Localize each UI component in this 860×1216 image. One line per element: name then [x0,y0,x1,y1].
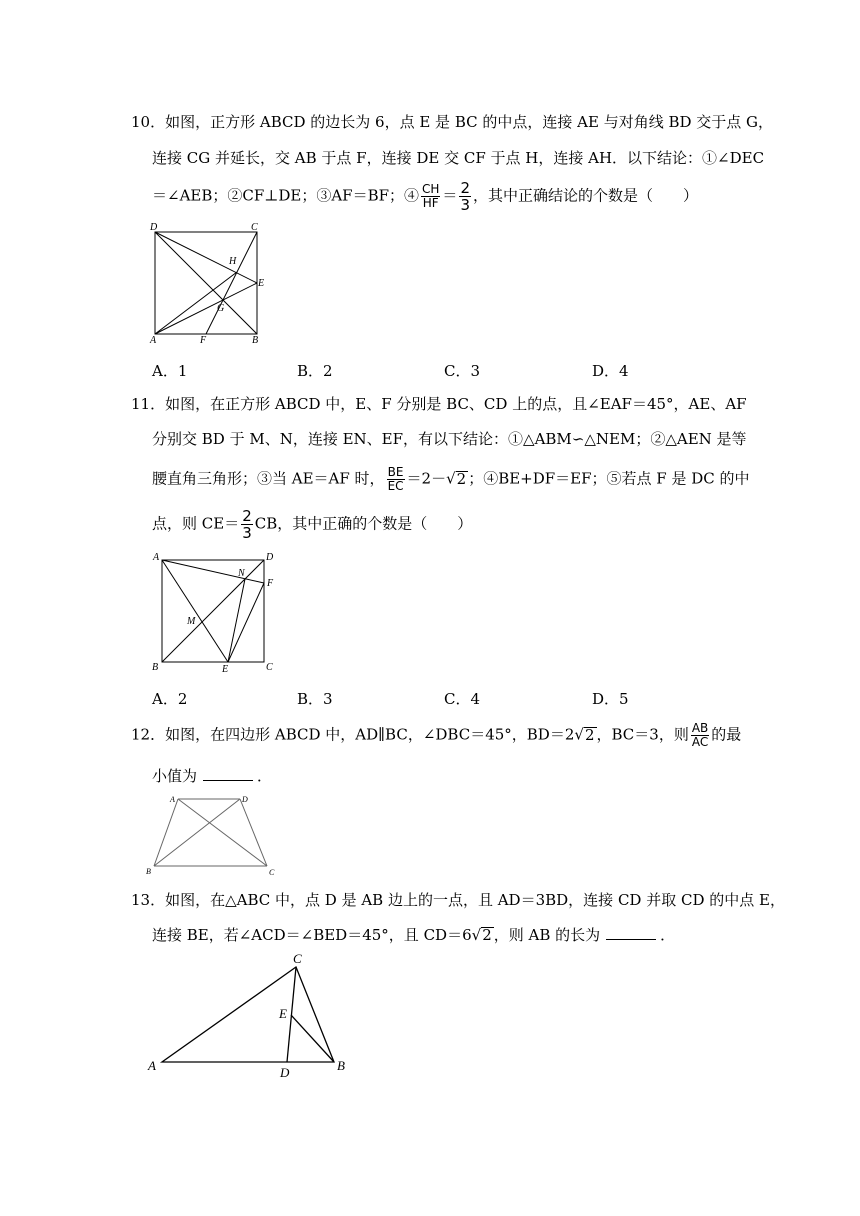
q12-line-1c: 的最 [711,725,742,744]
q13-label-d: D [280,1065,290,1080]
q13-line-2b: ，则 AB 的长为 [493,926,601,944]
q13-label-e: E [279,1006,287,1021]
q11-label-e: E [222,664,229,675]
q10-line-1: 10．如图，正方形 ABCD 的边长为 6，点 E 是 BC 的中点，连接 AE 与对角线 BD 交于点 G， [131,113,774,131]
q11-fraction-be-ec: $\frac{BE}{EC}$ [387,465,404,493]
q10-fraction-ch-hf: $\frac{CH}{HF}$ [422,182,440,210]
q10-label-h: H [229,256,237,267]
q13-label-c: C [293,951,302,966]
q11-fraction-2-3: $\frac{2}{3}$ [242,507,252,542]
q11-option-d[interactable]: D．5 [592,690,629,708]
q11-line-3b: ；④BE+DF＝EF；⑤若点 F 是 DC 的中 [468,469,750,488]
q11-sqrt: 2 [456,469,467,488]
q13-sqrt: 2 [482,926,492,944]
q11-label-m: M [187,616,196,627]
q11-line-4b: CB，其中正确的个数是（ ） [254,514,473,533]
q10-line-2: 连接 CG 并延长，交 AB 于点 F，连接 DE 交 CF 于点 H，连接 AH．以下结论：①∠DEC [152,149,765,167]
q10-line-3b: ，其中正确结论的个数是（ ） [472,186,698,205]
q12-line-1b: ，BC＝3，则 [596,725,689,744]
q11-label-n: N [238,568,245,579]
q11-option-a[interactable]: A．2 [152,690,188,708]
q13-line-2: 连接 BE，若∠ACD＝∠BED＝45°，且 CD＝6√2 ，则 AB 的长为 ． [152,926,676,944]
q10-equals: ＝ [442,186,458,205]
q10-line-3a: ＝∠AEB；②CF⊥DE；③AF＝BF；④ [152,186,420,205]
q10-option-a[interactable]: A．1 [152,362,188,380]
q12-label-d: D [242,795,248,804]
q11-option-c[interactable]: C．4 [444,690,481,708]
q10-option-c[interactable]: C．3 [444,362,481,380]
q10-fraction-2-3: $\frac{2}{3}$ [460,179,470,214]
q12-fraction-ab-ac: $\frac{AB}{AC}$ [691,721,709,749]
q12-sqrt: 2 [584,725,595,744]
q12-line-1a: 12．如图，在四边形 ABCD 中，AD∥BC，∠DBC＝45°，BD＝2 [131,725,575,744]
q13-line-1: 13．如图，在△ABC 中，点 D 是 AB 边上的一点，且 AD＝3BD，连接 CD 并取 CD 的中点 E， [131,891,785,909]
q11-label-b: B [152,662,159,673]
q11-label-c: C [266,662,273,673]
q10-label-g: G [217,303,225,314]
q10-label-a: A [150,335,157,346]
q11-line-3: 腰直角三角形；③当 AE＝AF 时， $\frac{BE}{EC}$ ＝2－√2 ；④BE+DF＝EF；⑤若点 F 是 DC 的中 [152,465,750,493]
q11-label-a: A [153,552,160,563]
q12-line-1: 12．如图，在四边形 ABCD 中，AD∥BC，∠DBC＝45°，BD＝2√2 ，BC＝3，则 $\frac{AB}{AC}$ 的最 [131,721,742,749]
q11-label-d: D [266,552,274,563]
q10-label-e: E [258,278,265,289]
q12-label-c: C [269,868,275,877]
q13-label-a: A [148,1058,156,1073]
q12-label-b: B [146,867,151,876]
q13-line-2a: 连接 BE，若∠ACD＝∠BED＝45°，且 CD＝6 [152,926,472,944]
q11-line-2: 分别交 BD 于 M、N，连接 EN、EF，有以下结论：①△ABM∽△NEM；②△AEN 是等 [152,430,747,448]
q12-line-2: 小值为 ． [152,767,273,785]
q12-label-a: A [170,795,175,804]
q11-line-3a: 腰直角三角形；③当 AE＝AF 时， [152,469,385,488]
q11-label-f: F [267,578,274,589]
q11-line-1: 11．如图，在正方形 ABCD 中，E、F 分别是 BC、CD 上的点，且∠EAF＝45°，AE、AF [131,395,747,413]
q13-label-b: B [337,1058,345,1073]
q10-label-f: F [200,335,207,346]
q10-option-d[interactable]: D．4 [592,362,629,380]
q10-label-c: C [251,222,258,233]
q11-line-4a: 点，则 CE＝ [152,514,240,533]
q10-option-b[interactable]: B．2 [297,362,333,380]
q11-equals: ＝2－ [406,469,447,488]
q10-label-d: D [150,222,158,233]
q12-line-2a: 小值为 [152,767,198,785]
q11-option-b[interactable]: B．3 [297,690,333,708]
q10-label-b: B [252,335,259,346]
